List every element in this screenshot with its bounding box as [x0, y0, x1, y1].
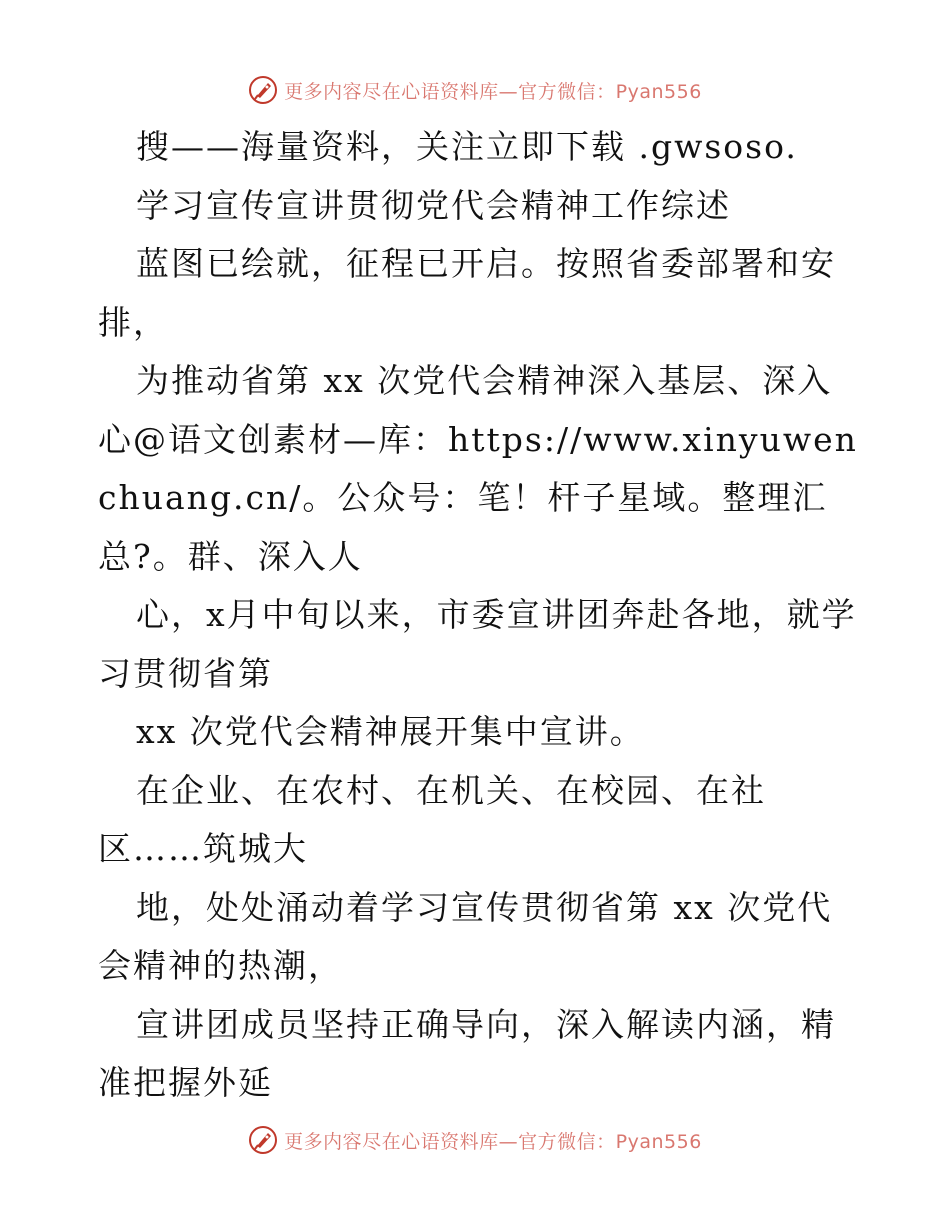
paragraph: 搜——海量资料，关注立即下载 .gwsoso.: [136, 127, 798, 166]
paragraph: 为推动省第 xx 次党代会精神深入基层、深入心@语文创素材—库：https://www.xinyuwenchuang.cn/。公众号：笔！杆子星域。整理汇总?。群、深入人: [98, 361, 858, 576]
paragraph: 在企业、在农村、在机关、在校园、在社区……筑城大: [98, 770, 766, 868]
pen-nib-logo-icon: [248, 75, 278, 105]
document-title: 学习宣传宣讲贯彻党代会精神工作综述: [136, 185, 731, 225]
watermark-text: 更多内容尽在心语资料库—官方微信：Pyan556: [284, 1130, 702, 1153]
watermark-banner-bottom: [0, 1122, 950, 1158]
paragraph: 心，x月中旬以来，市委宣讲团奔赴各地，就学习贯彻省第: [98, 595, 857, 693]
paragraph: 宣讲团成员坚持正确导向，深入解读内涵，精准把握外延: [98, 1004, 836, 1102]
watermark-text: 更多内容尽在心语资料库—官方微信：Pyan556: [284, 80, 702, 103]
watermark-banner-top: [0, 72, 950, 108]
paragraph: xx 次党代会精神展开集中宣讲。: [136, 712, 645, 751]
document-body: [98, 118, 858, 1113]
pen-nib-logo-icon: [248, 1125, 278, 1155]
paragraph: 蓝图已绘就，征程已开启。按照省委部署和安排，: [98, 244, 836, 342]
paragraph: 地，处处涌动着学习宣传贯彻省第 xx 次党代会精神的热潮，: [98, 887, 833, 985]
